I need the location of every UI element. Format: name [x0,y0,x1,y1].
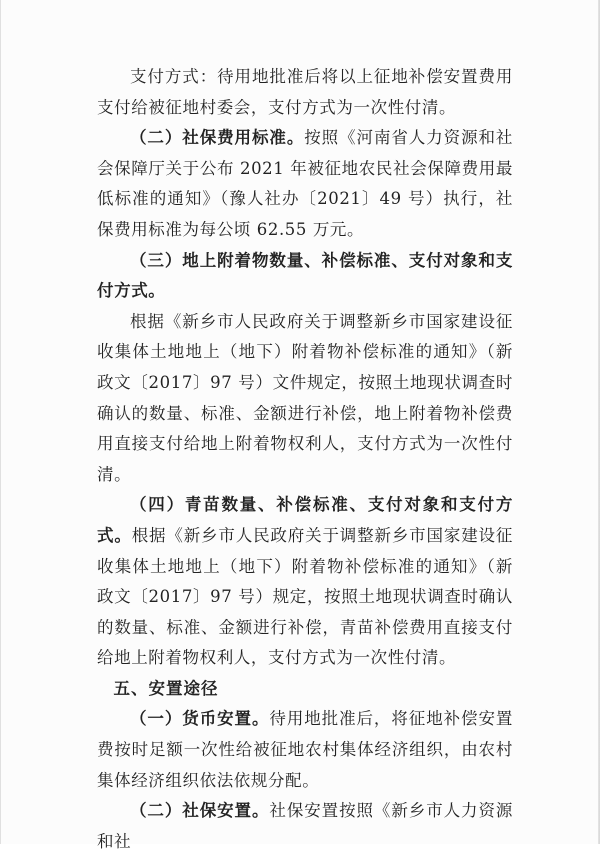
paragraph-text: 根据《新乡市人民政府关于调整新乡市国家建设征收集体土地地上（地下）附着物补偿标准的通知》（新政文〔2017〕97 号）规定，按照土地现状调查时确认的数量、标准、金额进行补偿，青苗补偿费用直接支付给地上附着物权利人，支付方式为一次性付清。 [97,525,513,668]
paragraph-lead: （一）货币安置。 [130,709,270,729]
social-security-standard-paragraph [97,123,513,245]
social-security-resettlement-paragraph [97,796,513,857]
paragraph-text: 根据《新乡市人民政府关于调整新乡市国家建设征收集体土地地上（地下）附着物补偿标准的通知》（新政文〔2017〕97 号）文件规定，按照土地现状调查时确认的数量、标准、金额进行补偿，地上附着物补偿费用直接支付给地上附着物权利人，支付方式为一次性付清。 [97,311,513,484]
paragraph-lead: （二）社保费用标准。 [130,128,305,148]
paragraph-lead: （三）地上附着物数量、补偿标准、支付对象和支付方式。 [97,250,513,301]
crops-compensation-paragraph [97,490,513,674]
paragraph-lead: （四）青苗数量、补偿标准、支付对象和支付方式。 [97,495,513,545]
monetary-resettlement-paragraph [97,704,513,796]
paragraph-text: 社保安置按照《新乡市人力资源和社 [97,801,513,851]
paragraph-text: 待用地批准后，将征地补偿安置费按时足额一次性给被征地农村集体经济组织，由农村集体经济组织依法依规分配。 [97,709,513,790]
document-body [97,62,513,857]
paragraph-lead: （二）社保安置。 [130,801,270,821]
payment-method-paragraph [97,62,513,123]
paragraph-text: 支付方式：待用地批准后将以上征地补偿安置费用支付给被征地村委会，支付方式为一次性付清。 [97,67,513,117]
paragraph-text: 按照《河南省人力资源和社会保障厅关于公布 2021 年被征地农民社会保障费用最低标准的通知》（豫人社办〔2021〕49 号）执行，社保费用标准为每公顷 62.55 万元。 [97,128,514,239]
attachments-heading-paragraph [97,246,513,307]
attachments-compensation-paragraph [97,307,513,491]
section-heading: 五、安置途径 [113,678,219,698]
